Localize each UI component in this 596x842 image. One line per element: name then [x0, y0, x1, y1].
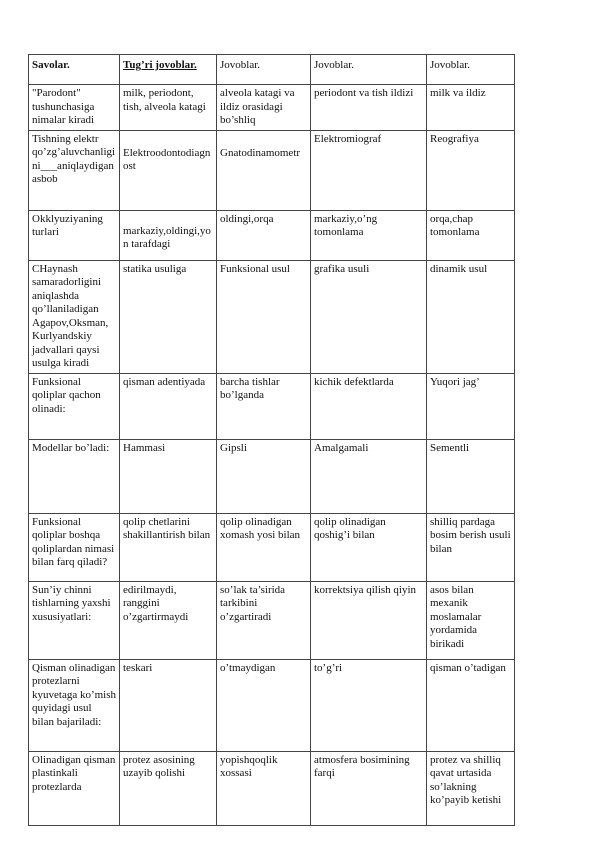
- answer-cell: markaziy,o’ng tomonlama: [311, 210, 427, 260]
- table-row: [29, 513, 515, 581]
- correct-answer-cell: statika usuliga: [120, 260, 217, 373]
- header-questions: Savolar.: [29, 55, 120, 85]
- quiz-table: [28, 54, 515, 826]
- header-answers-3: Jovoblar.: [427, 55, 515, 85]
- correct-answer-cell: Elektroodontodiagnost: [120, 130, 217, 210]
- question-cell: Okklyuziyaning turlari: [29, 210, 120, 260]
- question-cell: Modellar bo’ladi:: [29, 439, 120, 513]
- question-cell: Olinadigan qisman plastinkali protezlarda: [29, 751, 120, 825]
- answer-cell: oldingi,orqa: [217, 210, 311, 260]
- table-row: [29, 210, 515, 260]
- answer-cell: korrektsiya qilish qiyin: [311, 581, 427, 659]
- table-row: [29, 751, 515, 825]
- answer-cell: atmosfera bosimining farqi: [311, 751, 427, 825]
- header-answers-1: Jovoblar.: [217, 55, 311, 85]
- header-row: [29, 55, 515, 85]
- answer-cell: qolip olinadigan qoshig’i bilan: [311, 513, 427, 581]
- answer-cell: protez va shilliq qavat urtasida so’lakning ko’payib ketishi: [427, 751, 515, 825]
- table-row: [29, 581, 515, 659]
- header-answers-2: Jovoblar.: [311, 55, 427, 85]
- answer-cell: Funksional usul: [217, 260, 311, 373]
- answer-cell: kichik defektlarda: [311, 373, 427, 439]
- answer-cell: barcha tishlar bo’lganda: [217, 373, 311, 439]
- answer-cell: Elektromiograf: [311, 130, 427, 210]
- answer-cell: milk va ildiz: [427, 85, 515, 131]
- answer-cell: dinamik usul: [427, 260, 515, 373]
- correct-answer-cell: markaziy,oldingi,yon tarafdagi: [120, 210, 217, 260]
- table-row: [29, 85, 515, 131]
- answer-cell: o’tmaydigan: [217, 659, 311, 751]
- answer-cell: qolip olinadigan xomash yosi bilan: [217, 513, 311, 581]
- question-cell: Sun’iy chinni tishlarning yaxshi xususiyatlari:: [29, 581, 120, 659]
- question-cell: Tishning elektr qo’zg’aluvchanligini___aniqlaydigan asbob: [29, 130, 120, 210]
- answer-cell: yopishqoqlik xossasi: [217, 751, 311, 825]
- answer-cell: shilliq pardaga bosim berish usuli bilan: [427, 513, 515, 581]
- table-row: [29, 659, 515, 751]
- correct-answer-cell: edirilmaydi, ranggini o’zgartirmaydi: [120, 581, 217, 659]
- answer-cell: alveola katagi va ildiz orasidagi bo’shliq: [217, 85, 311, 131]
- answer-cell: qisman o’tadigan: [427, 659, 515, 751]
- answer-cell: asos bilan mexanik moslamalar yordamida birikadi: [427, 581, 515, 659]
- question-cell: Funksional qoliplar boshqa qoliplardan nimasi bilan farq qiladi?: [29, 513, 120, 581]
- answer-cell: Yuqori jag’: [427, 373, 515, 439]
- table-row: [29, 130, 515, 210]
- correct-answer-cell: Hammasi: [120, 439, 217, 513]
- answer-cell: Amalgamali: [311, 439, 427, 513]
- question-cell: CHaynash samaradorligini aniqlashda qo’llaniladigan Agapov,Oksman, Kurlyandskiy jadvallari qaysi usulga kiradi: [29, 260, 120, 373]
- answer-cell: periodont va tish ildizi: [311, 85, 427, 131]
- header-correct-answers: Tug’ri jovoblar.: [120, 55, 217, 85]
- question-cell: Funksional qoliplar qachon olinadi:: [29, 373, 120, 439]
- answer-cell: grafika usuli: [311, 260, 427, 373]
- correct-answer-cell: teskari: [120, 659, 217, 751]
- table-row: [29, 373, 515, 439]
- correct-answer-cell: qolip chetlarini shakillantirish bilan: [120, 513, 217, 581]
- answer-cell: Reografiya: [427, 130, 515, 210]
- answer-cell: Gnatodinamometr: [217, 130, 311, 210]
- answer-cell: Sementli: [427, 439, 515, 513]
- answer-cell: Gipsli: [217, 439, 311, 513]
- answer-cell: so’lak ta’sirida tarkibini o’zgartiradi: [217, 581, 311, 659]
- table-row: [29, 260, 515, 373]
- correct-answer-cell: milk, periodont, tish, alveola katagi: [120, 85, 217, 131]
- answer-cell: to’g’ri: [311, 659, 427, 751]
- answer-cell: orqa,chap tomonlama: [427, 210, 515, 260]
- question-cell: Qisman olinadigan protezlarni kyuvetaga ko’mish quyidagi usul bilan bajariladi:: [29, 659, 120, 751]
- correct-answer-cell: protez asosining uzayib qolishi: [120, 751, 217, 825]
- correct-answer-cell: qisman adentiyada: [120, 373, 217, 439]
- question-cell: "Parodont" tushunchasiga nimalar kiradi: [29, 85, 120, 131]
- table-row: [29, 439, 515, 513]
